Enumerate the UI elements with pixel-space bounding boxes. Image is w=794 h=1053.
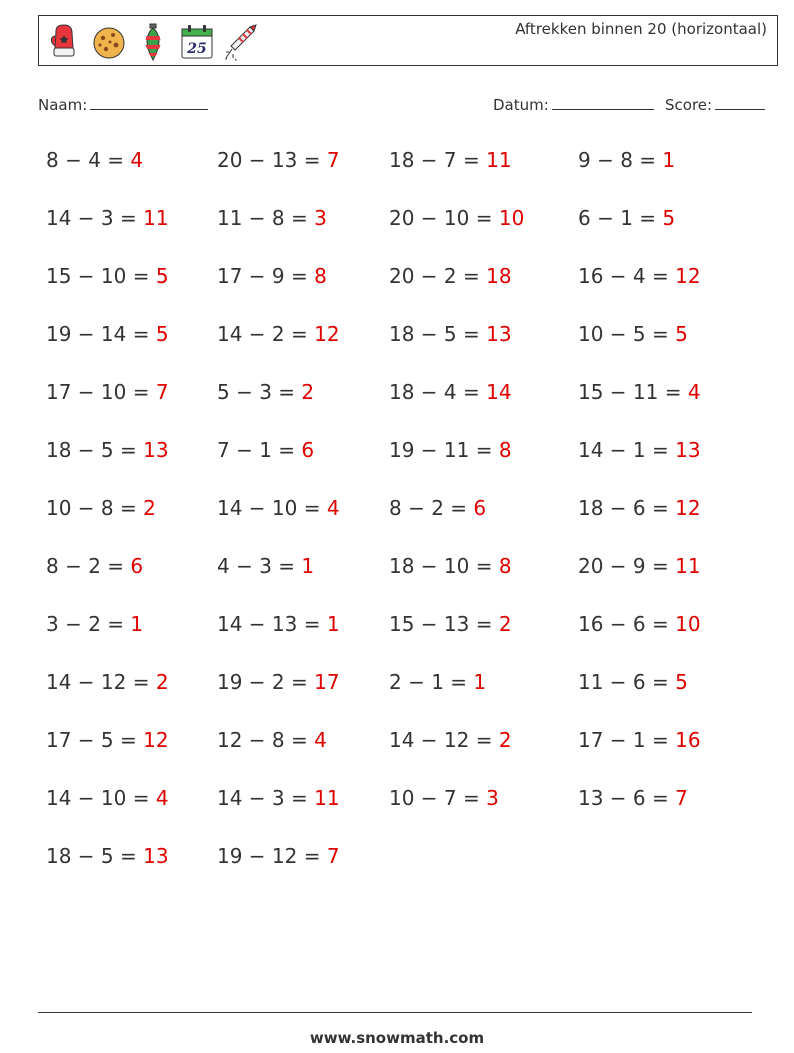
problem-item (217, 264, 327, 288)
problem-equation: 8 − 4 = (46, 148, 131, 172)
problem-item (578, 322, 688, 346)
problem-item (217, 496, 340, 520)
problem-answer: 6 (130, 554, 144, 578)
problem-item (578, 496, 701, 520)
problem-equation: 18 − 5 = (389, 322, 487, 346)
problem-equation: 18 − 10 = (389, 554, 499, 578)
problem-item (578, 670, 688, 694)
problem-item (578, 438, 701, 462)
problem-item (389, 148, 512, 172)
problem-item (217, 380, 314, 404)
problem-item (46, 728, 169, 752)
problem-answer: 2 (143, 496, 156, 520)
name-label: Naam: (38, 96, 88, 114)
problem-equation: 15 − 11 = (578, 380, 688, 404)
problem-item (389, 206, 524, 230)
problem-answer: 8 (498, 554, 512, 578)
problem-answer: 7 (326, 844, 340, 868)
problem-equation: 17 − 9 = (217, 264, 315, 288)
date-label: Datum: (493, 96, 549, 114)
problem-answer: 7 (326, 148, 340, 172)
problem-equation: 8 − 2 = (46, 554, 131, 578)
problem-answer: 5 (155, 264, 169, 288)
problem-equation: 10 − 5 = (578, 322, 676, 346)
problem-item (46, 670, 169, 694)
problem-equation: 19 − 12 = (217, 844, 327, 868)
problem-equation: 11 − 6 = (578, 670, 676, 694)
problem-answer: 13 (143, 844, 169, 868)
problem-answer: 4 (326, 496, 340, 520)
problem-item (389, 670, 486, 694)
problem-answer: 11 (143, 206, 169, 230)
problem-equation: 17 − 5 = (46, 728, 144, 752)
problem-equation: 17 − 10 = (46, 380, 156, 404)
problem-answer: 6 (473, 496, 487, 520)
problem-item (46, 148, 143, 172)
problem-item (389, 786, 499, 810)
problem-item (217, 786, 340, 810)
problem-equation: 14 − 12 = (389, 728, 499, 752)
problem-answer: 12 (675, 496, 701, 520)
problem-answer: 14 (486, 380, 512, 404)
problem-item (217, 670, 340, 694)
problem-item (389, 612, 512, 636)
problem-item (578, 148, 675, 172)
footer-divider (38, 1012, 752, 1013)
problem-item (578, 264, 701, 288)
problem-answer: 4 (155, 786, 169, 810)
score-label: Score: (665, 96, 713, 114)
problem-item (389, 496, 486, 520)
problem-equation: 20 − 10 = (389, 206, 499, 230)
problem-answer: 18 (486, 264, 512, 288)
problem-answer: 13 (675, 438, 701, 462)
problem-equation: 14 − 10 = (217, 496, 327, 520)
problem-answer: 2 (155, 670, 169, 694)
problem-item (46, 438, 169, 462)
problem-equation: 14 − 2 = (217, 322, 315, 346)
problem-answer: 11 (486, 148, 512, 172)
problem-item (578, 554, 701, 578)
problem-equation: 7 − 1 = (217, 438, 302, 462)
problem-equation: 14 − 13 = (217, 612, 327, 636)
problem-answer: 2 (498, 612, 512, 636)
problem-answer: 13 (143, 438, 169, 462)
problem-item (46, 206, 169, 230)
problem-answer: 10 (498, 206, 525, 230)
problem-answer: 10 (675, 612, 701, 636)
problem-answer: 4 (314, 728, 327, 752)
problem-item (389, 438, 512, 462)
problem-equation: 13 − 6 = (578, 786, 676, 810)
problem-equation: 14 − 3 = (46, 206, 144, 230)
problem-equation: 14 − 12 = (46, 670, 156, 694)
problem-equation: 9 − 8 = (578, 148, 663, 172)
problem-item (217, 844, 340, 868)
problem-item (217, 612, 340, 636)
problem-answer: 12 (143, 728, 169, 752)
problem-answer: 5 (675, 322, 688, 346)
problem-equation: 5 − 3 = (217, 380, 302, 404)
problem-answer: 13 (486, 322, 512, 346)
problem-item (217, 438, 314, 462)
problem-answer: 1 (130, 612, 144, 636)
problem-answer: 8 (498, 438, 512, 462)
problem-answer: 5 (675, 670, 688, 694)
problem-answer: 11 (675, 554, 701, 578)
problem-item (217, 554, 314, 578)
problem-equation: 10 − 7 = (389, 786, 487, 810)
problem-equation: 10 − 8 = (46, 496, 144, 520)
problem-equation: 19 − 11 = (389, 438, 499, 462)
problem-equation: 17 − 1 = (578, 728, 676, 752)
problem-answer: 7 (675, 786, 688, 810)
problem-equation: 4 − 3 = (217, 554, 302, 578)
problem-answer: 1 (301, 554, 315, 578)
problem-answer: 4 (130, 148, 144, 172)
problem-equation: 8 − 2 = (389, 496, 474, 520)
problem-equation: 18 − 6 = (578, 496, 676, 520)
problem-equation: 14 − 3 = (217, 786, 315, 810)
problem-answer: 17 (314, 670, 340, 694)
problem-answer: 12 (675, 264, 701, 288)
problem-item (46, 322, 169, 346)
worksheet-title: Aftrekken binnen 20 (horizontaal) (515, 20, 767, 38)
problem-answer: 2 (498, 728, 512, 752)
problem-item (578, 612, 701, 636)
problem-equation: 16 − 4 = (578, 264, 676, 288)
problem-equation: 20 − 9 = (578, 554, 676, 578)
problem-answer: 3 (314, 206, 327, 230)
problem-item (578, 380, 701, 404)
problem-equation: 2 − 1 = (389, 670, 474, 694)
problem-item (46, 844, 169, 868)
problem-item (217, 322, 340, 346)
problem-item (217, 148, 340, 172)
problem-answer: 5 (155, 322, 169, 346)
problem-answer: 16 (675, 728, 701, 752)
problem-answer: 1 (662, 148, 676, 172)
problem-equation: 14 − 10 = (46, 786, 156, 810)
problem-item (46, 786, 169, 810)
problem-answer: 1 (326, 612, 340, 636)
problem-item (578, 786, 688, 810)
problem-equation: 19 − 14 = (46, 322, 156, 346)
problem-equation: 15 − 10 = (46, 264, 156, 288)
problem-equation: 18 − 5 = (46, 844, 144, 868)
problem-equation: 19 − 2 = (217, 670, 315, 694)
problem-item (217, 206, 327, 230)
problem-item (217, 728, 327, 752)
problem-equation: 18 − 4 = (389, 380, 487, 404)
problem-answer: 1 (473, 670, 487, 694)
problem-equation: 16 − 6 = (578, 612, 676, 636)
problem-item (389, 322, 512, 346)
problem-answer: 6 (301, 438, 315, 462)
footer-url: www.snowmath.com (309, 1029, 485, 1047)
problem-equation: 3 − 2 = (46, 612, 131, 636)
problem-answer: 11 (314, 786, 340, 810)
problem-equation: 20 − 13 = (217, 148, 327, 172)
problem-answer: 8 (314, 264, 327, 288)
problem-equation: 20 − 2 = (389, 264, 487, 288)
problem-item (46, 264, 169, 288)
problem-answer: 12 (314, 322, 340, 346)
problem-item (389, 728, 512, 752)
problem-item (389, 380, 512, 404)
svg-text:25: 25 (187, 41, 207, 57)
problem-answer: 5 (662, 206, 676, 230)
problem-item (389, 554, 512, 578)
problem-answer: 3 (486, 786, 499, 810)
problem-equation: 12 − 8 = (217, 728, 315, 752)
problem-equation: 14 − 1 = (578, 438, 676, 462)
problem-equation: 18 − 5 = (46, 438, 144, 462)
problem-item (578, 728, 701, 752)
problem-equation: 6 − 1 = (578, 206, 663, 230)
problem-answer: 2 (301, 380, 315, 404)
problem-item (389, 264, 512, 288)
problem-item (46, 496, 156, 520)
problem-item (578, 206, 675, 230)
problem-answer: 4 (687, 380, 701, 404)
problem-equation: 15 − 13 = (389, 612, 499, 636)
problem-answer: 7 (155, 380, 169, 404)
problem-equation: 18 − 7 = (389, 148, 487, 172)
problem-item (46, 554, 143, 578)
problem-equation: 11 − 8 = (217, 206, 315, 230)
problem-item (46, 612, 143, 636)
problem-item (46, 380, 169, 404)
